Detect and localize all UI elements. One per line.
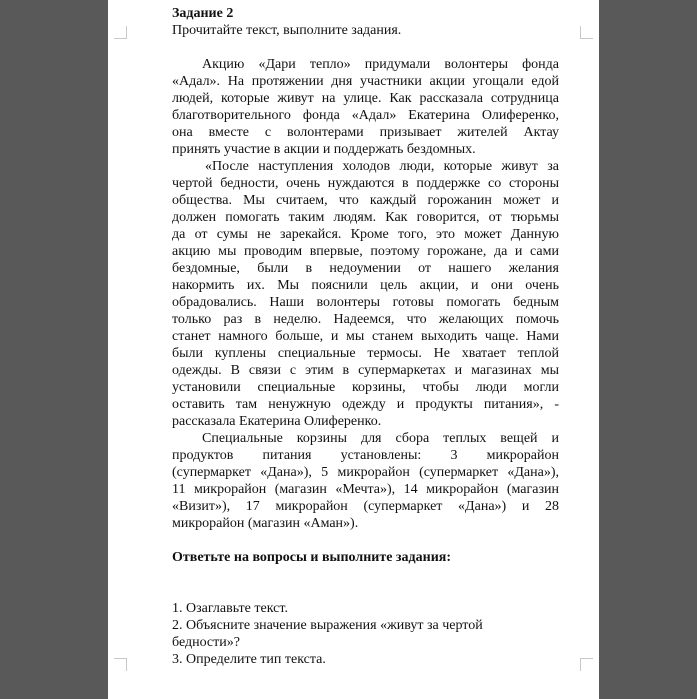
text-line: накормить их. Мы пояснили цель акции, и они очень [172,278,559,293]
text-line: продуктов питания установлены: 3 микрорайон [172,448,559,463]
text-line: бездомные, были в недоумении от нашего желания [172,261,559,276]
text-line: «Адал». На протяжении дня участники акции угощали едой [172,74,559,89]
text-line: Акцию «Дари тепло» придумали волонтеры фонда [202,57,559,72]
text-line: (супермаркет «Дана»), 5 микрорайон (супермаркет «Дана»), [172,465,559,480]
text-line: одежды. В связи с этим в супермаркетах и магазинах мы [172,363,559,378]
question-item: 2. Объясните значение выражения «живут за чертой [172,618,483,633]
questions-list [172,600,559,668]
text-line: рассказала Екатерина Олиференко. [172,414,382,429]
question-item: 3. Определите тип текста. [172,652,326,667]
text-line: установили специальные корзины, чтобы люди могли [172,380,559,395]
task-heading: Задание 2 [172,6,234,21]
text-line: должен помогать таким людям. Как говорится, от тюрьмы [172,210,559,225]
page-corner-mark [114,658,127,671]
page-corner-mark [580,26,593,39]
document-content [172,5,559,668]
text-line: станет намного больше, и мы станем выходить чаще. Нами [172,329,559,344]
text-line: людей, которые живут на улице. Как рассказала сотрудница [172,91,559,106]
text-line: микрорайон (магазин «Аман»). [172,516,359,531]
paragraph-1 [172,56,559,158]
page-corner-mark [114,26,127,39]
questions-heading: Ответьте на вопросы и выполните задания: [172,550,452,565]
text-line: принять участие в акции и поддержать бездомных. [172,142,476,157]
question-item: бедности»? [172,635,240,650]
text-line: да от сумы не зарекайся. Кроме того, это может Данную [172,227,559,242]
text-line: благотворительного фонда «Адал» Екатерина Олиференко, [172,108,559,123]
text-line: чертой бедности, очень нуждаются в поддержке со стороны [172,176,559,191]
paragraph-2 [172,158,559,430]
text-line: акцию мы проводим впервые, поэтому горожане, да и сами [172,244,559,259]
question-item: 1. Озаглавьте текст. [172,601,288,616]
text-line: она вместе с волонтерами призывает жителей Актау [172,125,559,140]
document-page [108,0,599,699]
text-line: только раз в неделю. Надеемся, что желающих помочь [172,312,559,327]
text-line: «Визит»), 17 микрорайон (супермаркет «Дана») и 28 [172,499,559,514]
text-line: «После наступления холодов люди, которые живут за [205,159,559,174]
text-line: общества. Мы считаем, что каждый горожанин может и [172,193,559,208]
text-line: Специальные корзины для сбора теплых вещей и [202,431,559,446]
text-line: 11 микрорайон (магазин «Мечта»), 14 микрорайон (магазин [172,482,559,497]
task-instruction: Прочитайте текст, выполните задания. [172,23,402,38]
text-line: оставить там ненужную одежду и продукты питания», - [172,397,559,412]
text-line: были куплены специальные термосы. Не хватает теплой [172,346,559,361]
text-line: обрадовались. Наши волонтеры готовы помогать бедным [172,295,559,310]
page-corner-mark [580,658,593,671]
paragraph-3 [172,430,559,532]
